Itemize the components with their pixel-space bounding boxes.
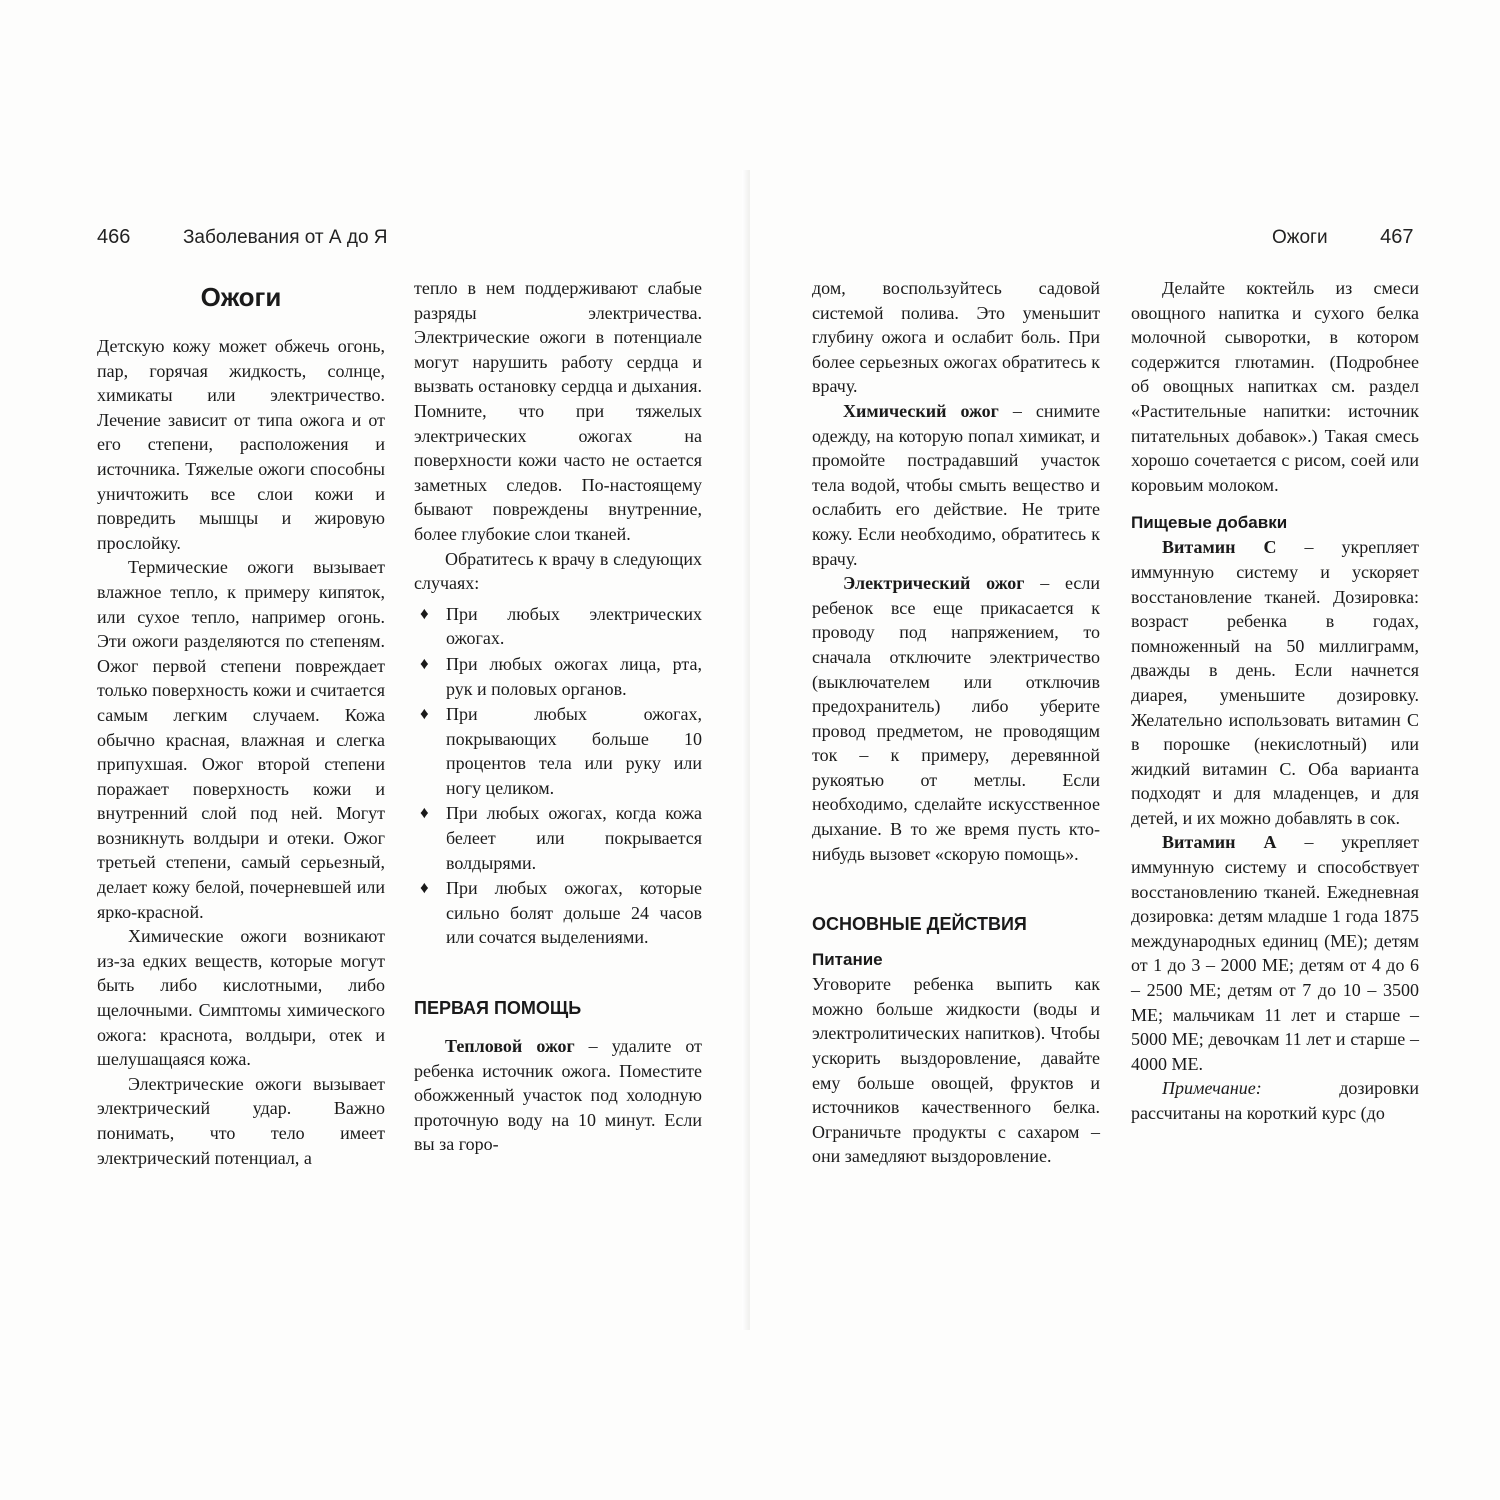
paragraph: Витамин С – укрепляет иммунную систему и ускоряет восстановление тканей. Дозировка: возраст ребенка в годах, помноженный на 50 миллиграмм, дважды в день. Если начнется диарея, уменьшите дозировку. Желательно использовать витамин С в порошке (некислотный) или жидкий витамин С. Оба варианта подходят и для младенцев, и для детей, и их можно добавлять в сок. [1131,537,1419,828]
diamond-bullet-icon: ♦ [420,603,429,623]
column-3 [812,276,1100,1169]
term-label: Химический ожог [843,400,999,421]
column-4 [1131,276,1419,1126]
column-2 [414,276,702,1157]
list-item: ♦ При любых электрических ожогах. [420,603,702,649]
page-number-left: 466 [97,226,131,248]
paragraph: Примечание: дозировки рассчитаны на короткий курс (до [1131,1078,1419,1123]
paragraph: Химический ожог – снимите одежду, на которую попал химикат, и промойте пострадавший участок тела водой, чтобы смыть вещество и ослабить его действие. Не трите кожу. Если необходимо, обратитесь к врачу. [812,400,1101,569]
list-item: ♦ При любых ожогах, которые сильно болят дольше 24 часов или сочатся выделениями. [420,878,702,948]
paragraph: Электрические ожоги вызывает электрический удар. Важно понимать, что тело имеет электрический потенциал, а [97,1073,385,1168]
section-heading-first-aid: ПЕРВАЯ ПОМОЩЬ [414,998,582,1019]
paragraph: Термические ожоги вызывает влажное тепло, к примеру кипяток, или сухое тепло, например огонь. Эти ожоги разделяются по степеням. Ожог первой степени повреждает только поверхность кожи и считается самым легким случаем. Кожа обычно красная, влажная и слегка припухшая. Ожог второй степени поражает поверхность кожи и внутренний слой под ней. Могут возникнуть волдыри и отеки. Ожог третьей степени, самый серьезный, делает кожу белой, почерневшей или ярко-красной. [97,557,385,922]
running-title-right: Ожоги [1272,227,1328,248]
diamond-bullet-icon: ♦ [420,653,429,673]
paragraph: Витамин А – укрепляет иммунную систему и способствует восстановлению тканей. Ежедневная дозировка: детям младше 1 года 1875 международных единиц (МЕ); детям от 1 до 3 – 2000 МЕ; детям от 4 до 6 – 2500 МЕ; детям от 7 до 10 – 3500 МЕ; мальчикам 11 лет и старше – 5000 МЕ; девочкам 11 лет и старше – 4000 МЕ. [1131,832,1419,1074]
subheading-supplements: Пищевые добавки [1131,513,1288,533]
term-label: Витамин С [1162,537,1277,558]
term-label: Электрический ожог [843,573,1025,594]
paragraph: Химические ожоги возникают из-за едких веществ, которые могут быть либо кислотными, либо щелочными. Симптомы химического ожога: краснота, волдыри, отек и шелушащаяся кожа. [97,926,385,1070]
chapter-title: Ожоги [200,282,282,312]
bullet-list [414,602,702,950]
paragraph: Делайте коктейль из смеси овощного напитка и сухого белка молочной сыворотки, в котором содержится глютамин. (Подробнее об овощных напитках см. раздел «Растительные напитки: источник питательных добавок».) Такая смесь хорошо сочетается с рисом, соей или коровьим молоком. [1131,278,1419,495]
diamond-bullet-icon: ♦ [420,803,429,823]
list-item: ♦ При любых ожогах лица, рта, рук и половых органов. [420,653,702,699]
term-label: Витамин А [1162,832,1277,853]
column-1 [97,276,385,1170]
paragraph: Уговорите ребенка выпить как можно больше жидкости (воды и электролитических напитков). Чтобы ускорить выздоровление, давайте ему больше овощей, фруктов и источников качественного белка. Ограничьте продукты с сахаром – они замедляют выздоровление. [812,974,1100,1167]
list-item: ♦ При любых ожогах, покрывающих больше 10 процентов тела или руку или ногу целиком. [420,704,702,798]
paragraph: Детскую кожу может обжечь огонь, пар, горячая жидкость, солнце, химикаты или электричество. Лечение зависит от типа ожога и от его степени, расположения и источника. Тяжелые ожоги способны уничтожить все слои кожи и повредить мышцы и жировую прослойку. [97,336,385,553]
right-running-head [1272,222,1414,252]
right-page [750,0,1500,1500]
left-running-head [97,222,388,252]
subheading-nutrition: Питание [812,950,883,970]
paragraph: Электрический ожог – если ребенок все еще прикасается к проводу под напряжением, то сначала отключите электричество (выключателем или отключив предохранитель) либо уберите провод предметом, не проводящим ток – к примеру, деревянной рукоятью от метлы. Если необходимо, сделайте искусственное дыхание. В то же время пусть кто-нибудь вызовет «скорую помощь». [812,573,1101,864]
list-item: ♦ При любых ожогах, когда кожа белеет или покрывается волдырями. [420,803,702,873]
paragraph: Обратитесь к врачу в следующих случаях: [414,548,702,594]
note-label: Примечание: [1162,1078,1262,1099]
diamond-bullet-icon: ♦ [420,704,429,724]
running-title-left: Заболевания от А до Я [182,227,388,248]
page-number-right: 467 [1380,226,1414,248]
diamond-bullet-icon: ♦ [420,878,429,898]
paragraph: дом, воспользуйтесь садовой системой полива. Это уменьшит глубину ожога и ослабит боль. При более серьезных ожогах обратитесь к врачу. [812,278,1100,397]
section-heading-main-actions: ОСНОВНЫЕ ДЕЙСТВИЯ [812,914,1027,935]
term-label: Тепловой ожог [445,1036,575,1057]
paragraph: Тепловой ожог – удалите от ребенка источник ожога. Поместите обожженный участок под холодную проточную воду на 10 минут. Если вы за горо- [414,1036,702,1155]
paragraph: тепло в нем поддерживают слабые разряды электричества. Электрические ожоги в потенциале могут нарушить работу сердца и вызвать остановку сердца и дыхания. Помните, что при тяжелых электрических ожогах на поверхности кожи часто не остается заметных следов. По-настоящему бывают повреждены внутренние, более глубокие слои тканей. [414,278,702,544]
